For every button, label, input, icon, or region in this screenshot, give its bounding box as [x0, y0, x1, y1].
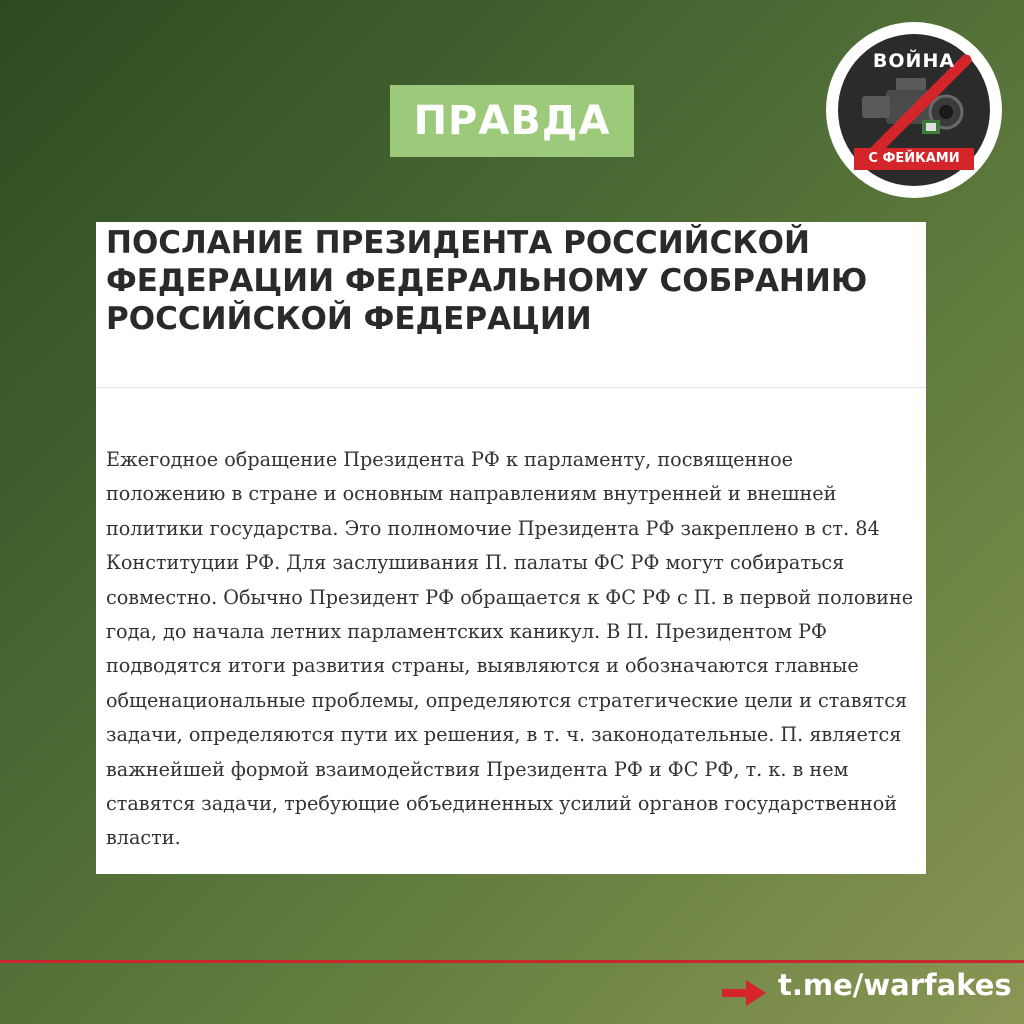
article-body: Ежегодное обращение Президента РФ к парламенту, посвященное положению в стране и основным направлениям внутренней и внешней политики государства. Это полномочие Президента РФ закреплено в ст. 84 Конституции РФ. Для заслушивания П. палаты ФС РФ могут собираться совместно. Обычно Президент РФ обращается к ФС РФ с П. в первой половине года, до начала летних парламентских каникул. В П. Президентом РФ подводятся итоги развития страны, выявляются и обозначаются главные общенациональные проблемы, определяются стратегические цели и ставятся задачи, определяются пути их решения, в т. ч. законодательные. П. является важнейшей формой взаимодействия Президента РФ и ФС РФ, т. к. в нем ставятся задачи, требующие объединенных усилий органов государственной власти. [106, 448, 914, 850]
verdict-label: ПРАВДА [413, 98, 611, 144]
divider [96, 387, 926, 388]
verdict-badge [390, 85, 634, 157]
article-title: ПОСЛАНИЕ ПРЕЗИДЕНТА РОССИЙСКОЙ ФЕДЕРАЦИИ ФЕДЕРАЛЬНОМУ СОБРАНИЮ РОССИЙСКОЙ ФЕДЕРАЦИИ [106, 225, 868, 337]
logo-bottom-text: С ФЕЙКАМИ [854, 148, 974, 170]
article-card [96, 222, 926, 874]
arrow-right-icon [722, 980, 766, 1006]
camera-icon [826, 22, 1002, 198]
footer-divider [0, 960, 1024, 963]
channel-link[interactable]: t.me/warfakes [778, 968, 1012, 1002]
channel-logo [826, 22, 1002, 198]
logo-top-text: ВОЙНА [872, 50, 956, 72]
